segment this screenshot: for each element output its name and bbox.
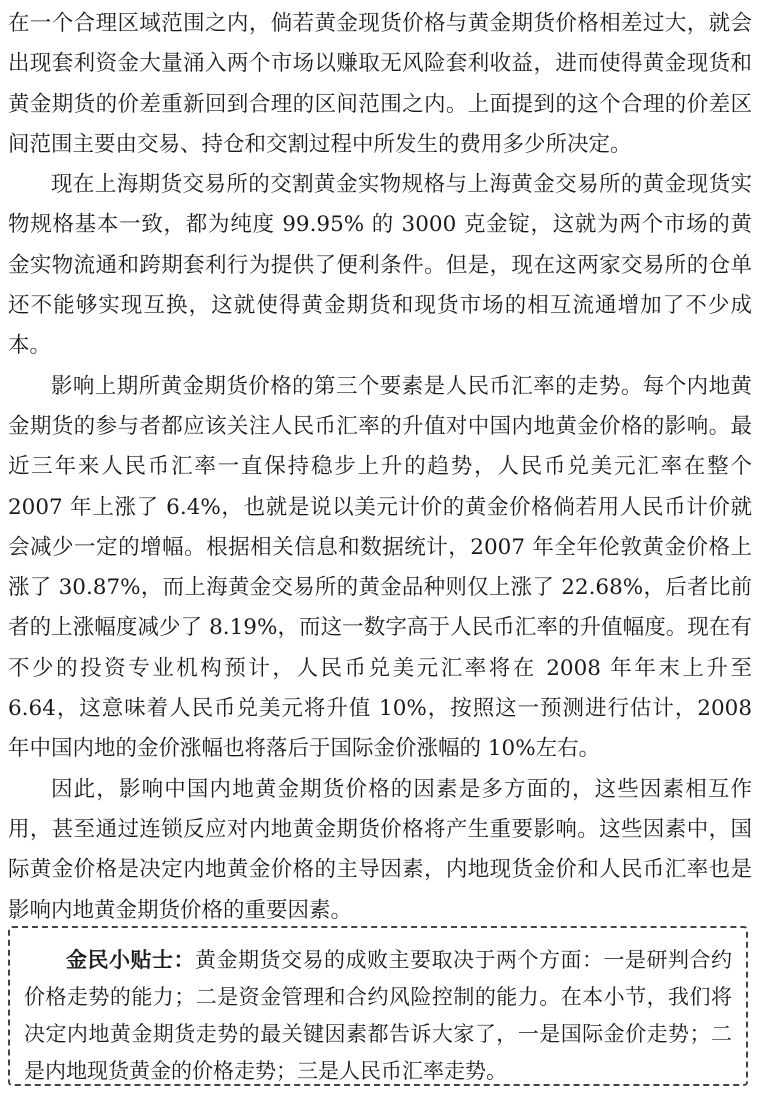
paragraph-1: 在一个合理区域范围之内，倘若黄金现货价格与黄金期货价格相差过大，就会出现套利资金大量涌入两个市场以赚取无风险套利收益，进而使得黄金现货和黄金期货的价差重新回到合理的区间范围之内。上面提到的这个合理的价差区间范围主要由交易、持仓和交割过程中所发生的费用多少所决定。 — [8, 11, 752, 157]
paragraph-4: 因此，影响中国内地黄金期货价格的因素是多方面的，这些因素相互作用，甚至通过连锁反应对内地黄金期货价格将产生重要影响。这些因素中，国际黄金价格是决定内地黄金价格的主导因素，内地现货金价和人民币汇率也是影响内地黄金期货价格的重要因素。 — [8, 776, 752, 923]
body-text — [8, 4, 752, 931]
paragraph-2: 现在上海期货交易所的交割黄金实物规格与上海黄金交易所的黄金现货实物规格基本一致，都为纯度 99.95% 的 3000 克金锭，这就为两个市场的黄金实物流通和跨期套利行为提供了便利条件。但是，现在这两家交易所的仓单还不能够实现互换，这就使得黄金期货和现货市场的相互流通增加了不少成本。 — [8, 172, 752, 359]
tip-paragraph — [24, 942, 732, 1090]
tip-box — [8, 926, 748, 1086]
paragraph-3: 影响上期所黄金期货价格的第三个要素是人民币汇率的走势。每个内地黄金期货的参与者都应该关注人民币汇率的升值对中国内地黄金价格的影响。最近三年来人民币汇率一直保持稳步上升的趋势，人民币兑美元汇率在整个 2007 年上涨了 6.4%，也就是说以美元计价的黄金价格倘若用人民币计价就会减少一定的增幅。根据相关信息和数据统计，2007 年全年伦敦黄金价格上涨了 30.87%，而上海黄金交易所的黄金品种则仅上涨了 22.68%，后者比前者的上涨幅度减少了 8.19%，而这一数字高于人民币汇率的升值幅度。现在有不少的投资专业机构预计，人民币兑美元汇率将在 2008 年年末上升至 6.64，这意味着人民币兑美元将升值 10%，按照这一预测进行估计，2008 年中国内地的金价涨幅也将落后于国际金价涨幅的 10%左右。 — [8, 373, 752, 762]
tip-title: 金民小贴士： — [66, 948, 195, 972]
tip-text: 黄金期货交易的成败主要取决于两个方面：一是研判合约价格走势的能力；二是资金管理和合约风险控制的能力。在本小节，我们将决定内地黄金期货走势的最关键因素都告诉大家了，一是国际金价走势；二是内地现货黄金的价格走势；三是人民币汇率走势。 — [24, 948, 732, 1083]
